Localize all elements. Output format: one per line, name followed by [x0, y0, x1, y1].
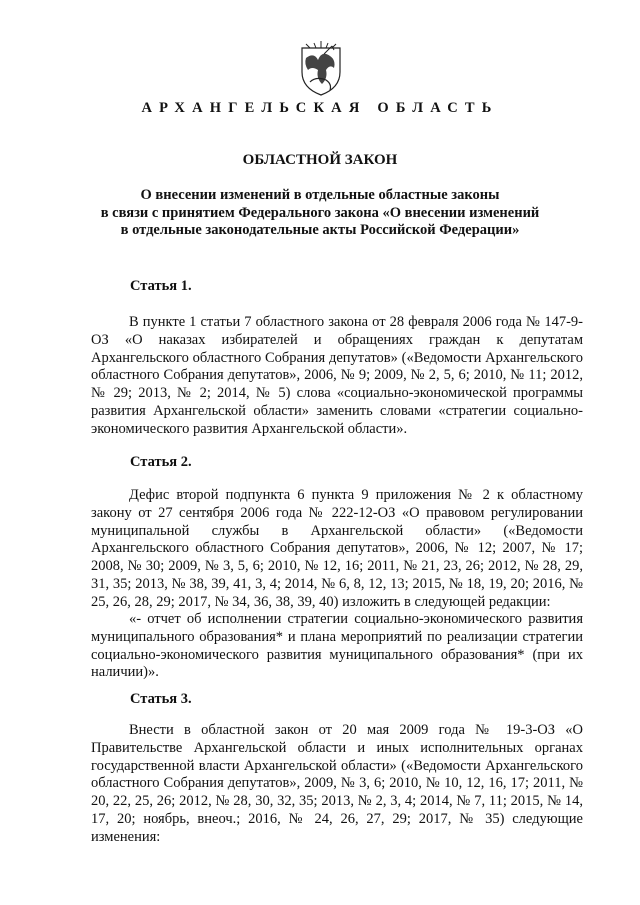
article-1-heading: Статья 1. [130, 278, 192, 294]
article-2-quote: «- отчет об исполнении стратегии социально-экономического развития муниципального образования* и плана мероприятий по реализации стратегии социально-экономического развития муниципального образования* (при их наличии)». [91, 611, 583, 681]
article-2-paragraph: Дефис второй подпункта 6 пункта 9 приложения № 2 к областному закону от 27 сентября 2006 года № 222-12-ОЗ «О правовом регулировании муниципальной службы в Архангельской области» («Ведомости Архангельского областного Собрания депутатов», 2006, № 12; 2007, № 17; 2008, № 30; 2009, № 3, 5, 6; 2010, № 12, 16; 2011, № 21, 23, 26; 2012, № 28, 29, 31, 35; 2013, № 38, 39, 41, 3, 4; 2014, № 6, 8, 12, 13; 2015, № 18, 19, 20; 2016, № 25, 26, 28, 29; 2017, № 34, 36, 38, 39, 40) изложить в следующей редакции: [91, 487, 583, 610]
law-title [60, 187, 580, 240]
law-title-line: в отдельные законодательные акты Российской Федерации» [120, 222, 520, 238]
law-type: ОБЛАСТНОЙ ЗАКОН [242, 152, 398, 168]
article-2-heading: Статья 2. [130, 454, 192, 470]
law-title-line: в связи с принятием Федерального закона «О внесении изменений [100, 204, 540, 221]
region-name: АРХАНГЕЛЬСКАЯ ОБЛАСТЬ [141, 100, 499, 116]
article-1-paragraph: В пункте 1 статьи 7 областного закона от 28 февраля 2006 года № 147-9-ОЗ «О наказах избирателей и обращениях граждан к депутатам Архангельского областного Собрания депутатов» («Ведомости Архангельского областного Собрания депутатов», 2006, № 9; 2009, № 2, 5, 6; 2010, № 11; 2012, № 29; 2013, № 2; 2014, № 5) слова «социально-экономической программы развития Архангельской области» заменить словами «стратегии социально-экономического развития Архангельской области». [91, 314, 583, 437]
law-title-line: О внесении изменений в отдельные областные законы [140, 187, 500, 203]
article-3-paragraph: Внести в областной закон от 20 мая 2009 года № 19-3-ОЗ «О Правительстве Архангельской области и иных исполнительных органах государственной власти Архангельской области» («Ведомости Архангельского областного Собрания депутатов», 2009, № 3, 6; 2010, № 10, 12, 16, 17; 2011, № 20, 22, 25, 26; 2012, № 28, 30, 32, 35; 2013, № 2, 3, 4; 2014, № 7, 11; 2015, № 14, 17, 20; ноябрь, внеоч.; 2016, № 24, 26, 27, 29; 2017, № 35) следующие изменения: [91, 722, 583, 845]
article-3-heading: Статья 3. [130, 691, 192, 707]
coat-of-arms-emblem [296, 40, 346, 98]
